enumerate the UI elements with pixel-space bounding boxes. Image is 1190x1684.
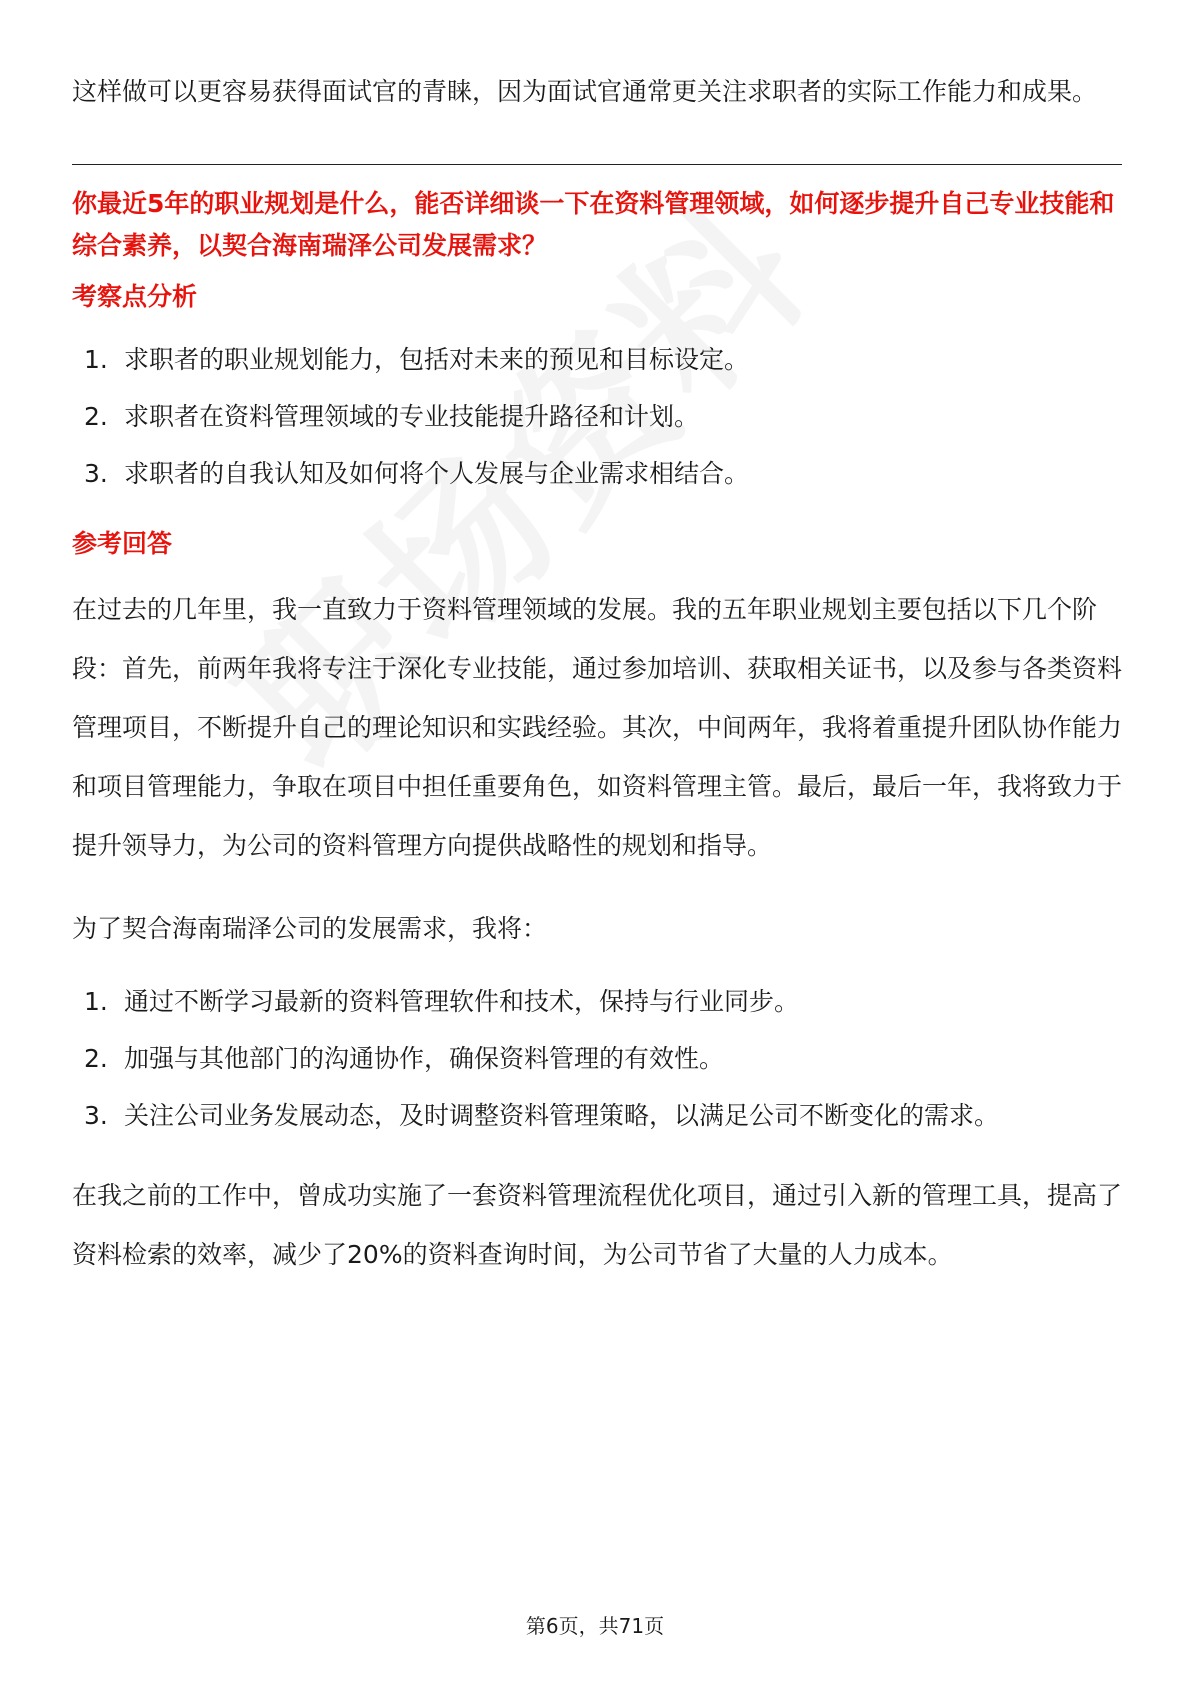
list-number: 3. — [84, 459, 108, 488]
intro-paragraph: 这样做可以更容易获得面试官的青睐，因为面试官通常更关注求职者的实际工作能力和成果。 — [72, 77, 1098, 106]
list-text: 关注公司业务发展动态，及时调整资料管理策略，以满足公司不断变化的需求。 — [124, 1101, 1000, 1130]
list-number: 2. — [84, 1044, 108, 1073]
list-text: 求职者的自我认知及如何将个人发展与企业需求相结合。 — [124, 459, 750, 488]
list-text: 求职者的职业规划能力，包括对未来的预见和目标设定。 — [124, 345, 750, 374]
answer-list — [72, 973, 1122, 1144]
question-title: 你最近5年的职业规划是什么，能否详细谈一下在资料管理领域，如何逐步提升自己专业技能和综合素养，以契合海南瑞泽公司发展需求？ — [72, 189, 1115, 260]
answer-heading: 参考回答 — [72, 529, 173, 558]
analysis-list — [72, 331, 1122, 502]
list-text: 求职者在资料管理领域的专业技能提升路径和计划。 — [124, 402, 700, 431]
list-item — [72, 1030, 1122, 1087]
list-item — [72, 1087, 1122, 1144]
list-item — [72, 331, 1122, 388]
page-number: 第6页，共71页 — [525, 1614, 665, 1638]
list-text: 加强与其他部门的沟通协作，确保资料管理的有效性。 — [124, 1044, 725, 1073]
list-item — [72, 388, 1122, 445]
divider — [72, 164, 1122, 165]
list-number: 2. — [84, 402, 108, 431]
list-text: 通过不断学习最新的资料管理软件和技术，保持与行业同步。 — [124, 987, 800, 1016]
list-item — [72, 445, 1122, 502]
page-content — [72, 62, 1122, 1284]
answer-paragraph-2: 为了契合海南瑞泽公司的发展需求，我将： — [72, 914, 548, 943]
analysis-heading: 考察点分析 — [72, 282, 198, 311]
list-item — [72, 973, 1122, 1030]
list-number: 3. — [84, 1101, 108, 1130]
list-number: 1. — [84, 345, 108, 374]
answer-paragraph-1: 在过去的几年里，我一直致力于资料管理领域的发展。我的五年职业规划主要包括以下几个阶段：首先，前两年我将专注于深化专业技能，通过参加培训、获取相关证书，以及参与各类资料管理项目，不断提升自己的理论知识和实践经验。其次，中间两年，我将着重提升团队协作能力和项目管理能力，争取在项目中担任重要角色，如资料管理主管。最后，最后一年，我将致力于提升领导力，为公司的资料管理方向提供战略性的规划和指导。 — [72, 595, 1123, 860]
answer-paragraph-3: 在我之前的工作中，曾成功实施了一套资料管理流程优化项目，通过引入新的管理工具，提高了资料检索的效率，减少了20%的资料查询时间，为公司节省了大量的人力成本。 — [72, 1181, 1123, 1269]
list-number: 1. — [84, 987, 108, 1016]
